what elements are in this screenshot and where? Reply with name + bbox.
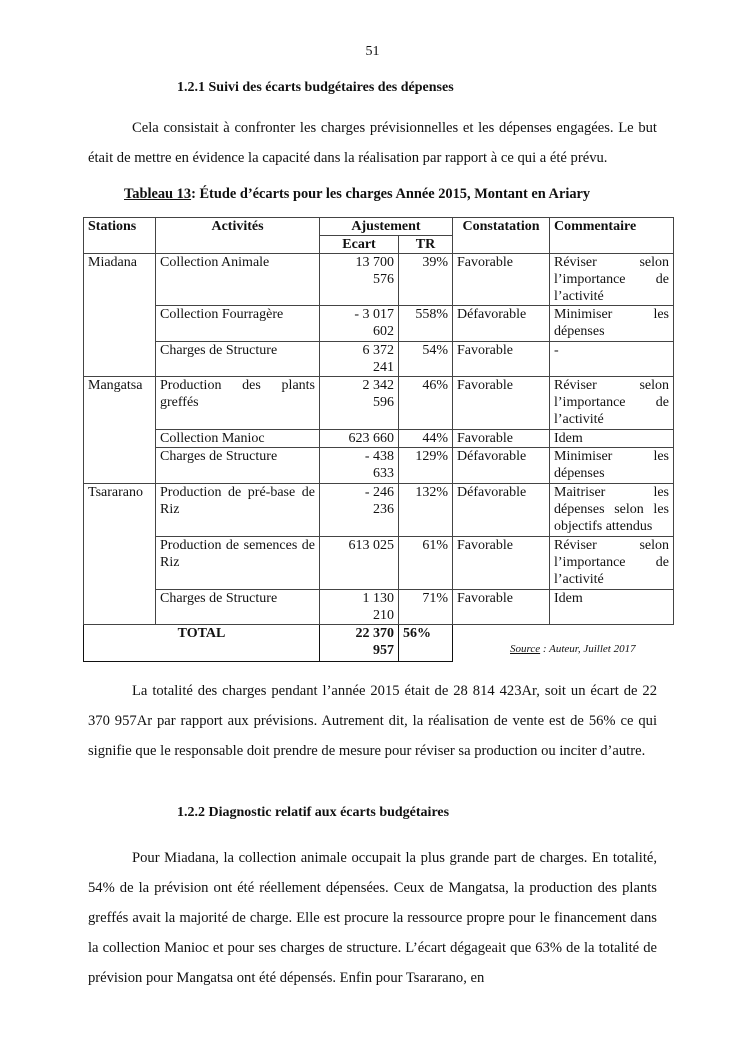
ecart-cell: 1 130 210 xyxy=(320,590,399,625)
station-cell: Miadana xyxy=(84,254,156,377)
commentaire-cell: Réviser selon l’importance de l’activité xyxy=(550,537,674,590)
table-row xyxy=(84,590,674,625)
caption-text: : Étude d’écarts pour les charges Année 2015, Montant en Ariary xyxy=(191,186,591,202)
source-text: : Auteur, Juillet 2017 xyxy=(540,643,636,655)
section-heading: 1.2.1 Suivi des écarts budgétaires des dépenses xyxy=(177,80,454,95)
total-ecart: 22 370 957 xyxy=(320,625,399,662)
constatation-cell: Favorable xyxy=(453,590,550,625)
header-tr: TR xyxy=(399,236,453,254)
tr-cell: 71% xyxy=(399,590,453,625)
ecart-cell: 6 372 241 xyxy=(320,342,399,377)
tr-cell: 54% xyxy=(399,342,453,377)
tr-cell: 132% xyxy=(399,484,453,537)
constatation-cell: Favorable xyxy=(453,377,550,430)
paragraph-text: Cela consistait à confronter les charges prévisionnelles et les dépenses engagées. Le but était de mettre en évidence la capacité dans la réalisation par rapport à ce qui a été prévu. xyxy=(88,120,657,166)
ecart-cell: - 438 633 xyxy=(320,448,399,484)
ecart-cell: 613 025 xyxy=(320,537,399,590)
header-commentaire: Commentaire xyxy=(550,218,674,254)
header-activites: Activités xyxy=(156,218,320,254)
constatation-cell: Favorable xyxy=(453,254,550,306)
table-row xyxy=(84,484,674,537)
paragraph-2 xyxy=(88,676,657,766)
paragraph-3 xyxy=(88,843,657,993)
table-row xyxy=(84,448,674,484)
station-cell: Mangatsa xyxy=(84,377,156,484)
table-caption xyxy=(124,186,590,203)
tr-cell: 558% xyxy=(399,306,453,342)
activite-cell: Collection Animale xyxy=(156,254,320,306)
tr-cell: 39% xyxy=(399,254,453,306)
commentaire-cell: Réviser selon l’importance de l’activité xyxy=(550,377,674,430)
station-cell: Tsararano xyxy=(84,484,156,625)
activite-cell: Charges de Structure xyxy=(156,590,320,625)
page-number: 51 xyxy=(365,44,380,59)
commentaire-cell: Idem xyxy=(550,430,674,448)
paragraph-text: Pour Miadana, la collection animale occupait la plus grande part de charges. En totalité, 54% de la prévision ont été réellement dépensées. Ceux de Mangatsa, la production des plants greffés avait la majorité de charge. Elle est procure la ressource propre pour le financement dans la collection Manioc et pour ses charges de structure. L’écart dégageait que 63% de la totalité de prévision pour Mangatsa ont été dépensés. Enfin pour Tsararano, en xyxy=(88,850,657,986)
tr-cell: 46% xyxy=(399,377,453,430)
constatation-cell: Favorable xyxy=(453,430,550,448)
ecart-cell: 2 342 596 xyxy=(320,377,399,430)
activite-cell: Production des plants greffés xyxy=(156,377,320,430)
constatation-cell: Défavorable xyxy=(453,448,550,484)
total-label: TOTAL xyxy=(84,625,320,662)
ecart-cell: 13 700 576 xyxy=(320,254,399,306)
constatation-cell: Favorable xyxy=(453,342,550,377)
ecart-cell: 623 660 xyxy=(320,430,399,448)
activite-cell: Charges de Structure xyxy=(156,448,320,484)
activite-cell: Production de pré-base de Riz xyxy=(156,484,320,537)
activite-cell: Collection Manioc xyxy=(156,430,320,448)
budget-variance-table xyxy=(83,217,674,662)
constatation-cell: Défavorable xyxy=(453,306,550,342)
commentaire-cell: Idem xyxy=(550,590,674,625)
header-ajustement: Ajustement xyxy=(320,218,453,236)
commentaire-cell: Minimiser les dépenses xyxy=(550,306,674,342)
tr-cell: 129% xyxy=(399,448,453,484)
header-stations: Stations xyxy=(84,218,156,254)
commentaire-cell: Minimiser les dépenses xyxy=(550,448,674,484)
caption-label: Tableau 13 xyxy=(124,186,192,202)
paragraph-text: La totalité des charges pendant l’année 2015 était de 28 814 423Ar, soit un écart de 22 370 957Ar par rapport aux prévisions. Autrement dit, la réalisation de vente est de 56% ce qui signifie que le responsable doit prendre de mesure pour réviser sa production ou inciter d’autre. xyxy=(88,683,657,759)
activite-cell: Collection Fourragère xyxy=(156,306,320,342)
total-tr: 56% xyxy=(399,625,453,662)
tr-cell: 61% xyxy=(399,537,453,590)
constatation-cell: Défavorable xyxy=(453,484,550,537)
table-row xyxy=(84,306,674,342)
table-row xyxy=(84,537,674,590)
commentaire-cell: Réviser selon l’importance de l’activité xyxy=(550,254,674,306)
header-ecart: Ecart xyxy=(320,236,399,254)
commentaire-cell: - xyxy=(550,342,674,377)
source-label: Source xyxy=(510,643,541,655)
table-row xyxy=(84,430,674,448)
header-constatation: Constatation xyxy=(453,218,550,254)
section-heading-2: 1.2.2 Diagnostic relatif aux écarts budgétaires xyxy=(177,805,450,820)
constatation-cell: Favorable xyxy=(453,537,550,590)
activite-cell: Charges de Structure xyxy=(156,342,320,377)
intro-paragraph xyxy=(88,113,657,173)
ecart-cell: - 3 017 602 xyxy=(320,306,399,342)
tr-cell: 44% xyxy=(399,430,453,448)
table-row xyxy=(84,254,674,306)
table-row xyxy=(84,377,674,430)
table-row xyxy=(84,342,674,377)
table-source xyxy=(510,643,636,655)
commentaire-cell: Maitriser les dépenses selon les objectifs attendus xyxy=(550,484,674,537)
ecart-cell: - 246 236 xyxy=(320,484,399,537)
activite-cell: Production de semences de Riz xyxy=(156,537,320,590)
